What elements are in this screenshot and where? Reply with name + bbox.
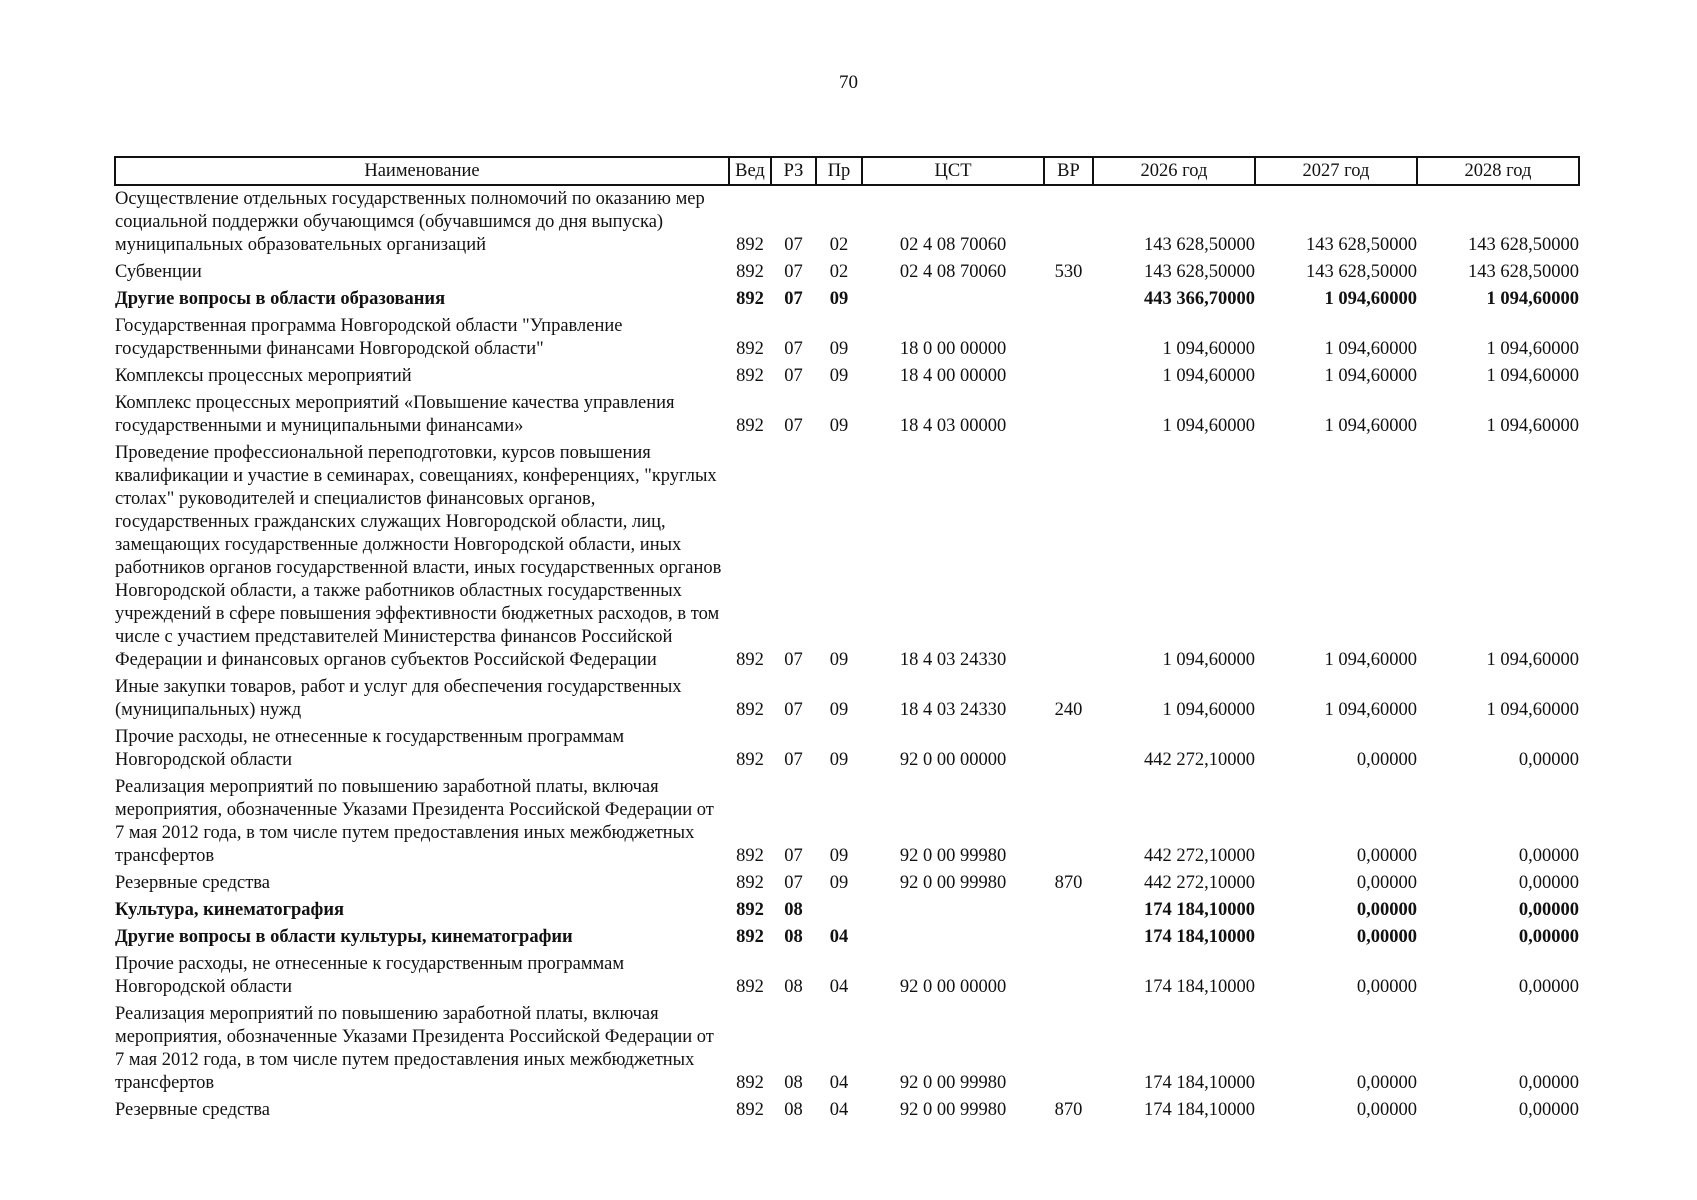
- cell-pr: 04: [829, 927, 849, 947]
- cell-cst: 02 4 08 70060: [899, 262, 1007, 282]
- cell-y2026: 1 094,60000: [1162, 339, 1255, 359]
- cell-name: Проведение профессиональной переподготовки, курсов повышения квалификации и участие в семинарах, совещаниях, конференциях, "круглых столах" руководителей и специалистов финансовых органов, государственных гражданских служащих Новгородской области, лиц, замещающих государственные должности Новгородской области, иных работников органов государственной власти, иных государственных органов Новгородской области, а также работников областных государственных учреждений в сфере повышения эффективности бюджетных расходов, в том числе с участием представителей Министерства финансов Российской Федерации и финансовых органов субъектов Российской Федерации: [115, 443, 722, 670]
- cell-cst: 18 4 03 00000: [899, 416, 1007, 436]
- table-row: [115, 257, 1579, 284]
- cell-y2026: 143 628,50000: [1144, 262, 1255, 282]
- cell-pr: 09: [829, 289, 849, 309]
- cell-vr: 870: [1054, 873, 1083, 893]
- cell-rz: 07: [784, 846, 803, 866]
- cell-rz: 08: [784, 900, 803, 920]
- cell-pr: 09: [829, 846, 849, 866]
- cell-y2028: 1 094,60000: [1486, 366, 1579, 386]
- cell-y2028: 0,00000: [1518, 846, 1579, 866]
- cell-y2028: 1 094,60000: [1486, 650, 1579, 670]
- cell-ved: 892: [736, 416, 764, 436]
- cell-y2027: 0,00000: [1356, 1073, 1417, 1093]
- cell-cst: 18 0 00 00000: [899, 339, 1007, 359]
- cell-ved: 892: [736, 977, 764, 997]
- cell-name: Другие вопросы в области образования: [115, 289, 446, 309]
- cell-vr: [1044, 438, 1093, 672]
- cell-y2028: 0,00000: [1518, 750, 1579, 770]
- table-row: [115, 388, 1579, 438]
- cell-cst: 92 0 00 99980: [899, 873, 1007, 893]
- cell-y2027: 0,00000: [1356, 873, 1417, 893]
- cell-name: Реализация мероприятий по повышению заработной платы, включая мероприятия, обозначенные Указами Президента Российской Федерации от 7 мая 2012 года, в том числе путем предоставления иных межбюджетных трансфертов: [115, 777, 714, 866]
- cell-y2028: 0,00000: [1518, 1100, 1579, 1120]
- cell-vr: [1044, 949, 1093, 999]
- cell-ved: 892: [736, 873, 764, 893]
- table-row: [115, 361, 1579, 388]
- cell-y2026: 174 184,10000: [1144, 927, 1255, 947]
- cell-vr: 870: [1054, 1100, 1083, 1120]
- cell-vr: [1044, 388, 1093, 438]
- cell-pr: 09: [829, 873, 849, 893]
- cell-rz: 07: [784, 416, 803, 436]
- cell-y2027: 0,00000: [1356, 977, 1417, 997]
- cell-rz: 07: [784, 873, 803, 893]
- cell-ved: 892: [736, 235, 764, 255]
- cell-ved: 892: [736, 650, 764, 670]
- cell-cst: 92 0 00 00000: [899, 750, 1007, 770]
- cell-vr: [1044, 895, 1093, 922]
- cell-rz: 08: [784, 1100, 803, 1120]
- cell-ved: 892: [736, 289, 764, 309]
- cell-cst: 92 0 00 99980: [899, 1100, 1007, 1120]
- table-row: [115, 772, 1579, 868]
- header-2028: 2028 год: [1417, 157, 1579, 185]
- table-row: [115, 672, 1579, 722]
- cell-ved: 892: [736, 339, 764, 359]
- header-name: Наименование: [115, 157, 729, 185]
- cell-ved: 892: [736, 1100, 764, 1120]
- cell-cst: 18 4 00 00000: [899, 366, 1007, 386]
- cell-pr: 02: [829, 235, 849, 255]
- cell-y2026: 174 184,10000: [1144, 900, 1255, 920]
- cell-pr: 04: [829, 977, 849, 997]
- cell-y2026: 442 272,10000: [1144, 873, 1255, 893]
- table-row: [115, 438, 1579, 672]
- cell-pr: 09: [829, 339, 849, 359]
- table-row: [115, 284, 1579, 311]
- cell-name: Резервные средства: [115, 1100, 270, 1120]
- cell-ved: 892: [736, 700, 764, 720]
- cell-y2026: 442 272,10000: [1144, 750, 1255, 770]
- cell-y2026: 174 184,10000: [1144, 1100, 1255, 1120]
- cell-pr: 09: [829, 416, 849, 436]
- cell-ved: 892: [736, 262, 764, 282]
- cell-cst: 92 0 00 99980: [899, 1073, 1007, 1093]
- cell-y2028: 0,00000: [1518, 1073, 1579, 1093]
- header-2027: 2027 год: [1255, 157, 1417, 185]
- header-cst: ЦСТ: [862, 157, 1044, 185]
- cell-y2026: 442 272,10000: [1144, 846, 1255, 866]
- cell-rz: 08: [784, 977, 803, 997]
- cell-name: Другие вопросы в области культуры, кинематографии: [115, 927, 573, 947]
- cell-y2027: 143 628,50000: [1306, 235, 1417, 255]
- cell-cst: 18 4 03 24330: [899, 700, 1007, 720]
- cell-cst: [862, 922, 1044, 949]
- cell-rz: 07: [784, 650, 803, 670]
- cell-y2027: 0,00000: [1356, 846, 1417, 866]
- cell-y2026: 1 094,60000: [1162, 700, 1255, 720]
- cell-pr: 09: [829, 650, 849, 670]
- cell-rz: 08: [784, 1073, 803, 1093]
- cell-name: Комплексы процессных мероприятий: [115, 366, 412, 386]
- table-body: [115, 185, 1579, 1122]
- table-row: [115, 185, 1579, 257]
- cell-name: Прочие расходы, не отнесенные к государственным программам Новгородской области: [115, 954, 625, 997]
- cell-cst: 02 4 08 70060: [899, 235, 1007, 255]
- cell-vr: [1044, 999, 1093, 1095]
- cell-y2026: 1 094,60000: [1162, 416, 1255, 436]
- header-vr: ВР: [1044, 157, 1093, 185]
- cell-rz: 08: [784, 927, 803, 947]
- cell-cst: [862, 284, 1044, 311]
- table-row: [115, 999, 1579, 1095]
- cell-rz: 07: [784, 289, 803, 309]
- cell-pr: [816, 895, 862, 922]
- header-2026: 2026 год: [1093, 157, 1255, 185]
- cell-name: Государственная программа Новгородской области "Управление государственными финансами Новгородской области": [115, 316, 623, 359]
- cell-y2027: 0,00000: [1356, 927, 1417, 947]
- cell-ved: 892: [736, 846, 764, 866]
- cell-pr: 04: [829, 1100, 849, 1120]
- cell-pr: 09: [829, 750, 849, 770]
- cell-rz: 07: [784, 262, 803, 282]
- cell-ved: 892: [736, 1073, 764, 1093]
- cell-ved: 892: [736, 366, 764, 386]
- cell-y2027: 1 094,60000: [1324, 416, 1417, 436]
- cell-ved: 892: [736, 750, 764, 770]
- cell-y2026: 143 628,50000: [1144, 235, 1255, 255]
- cell-y2026: 174 184,10000: [1144, 977, 1255, 997]
- cell-y2026: 1 094,60000: [1162, 650, 1255, 670]
- table-row: [115, 922, 1579, 949]
- cell-rz: 07: [784, 366, 803, 386]
- cell-vr: 530: [1054, 262, 1083, 282]
- cell-name: Осуществление отдельных государственных полномочий по оказанию мер социальной поддержки обучающимся (обучавшимся до дня выпуска) муниципальных образовательных организаций: [115, 189, 705, 255]
- cell-rz: 07: [784, 235, 803, 255]
- table-row: [115, 1095, 1579, 1122]
- cell-vr: [1044, 922, 1093, 949]
- table-row: [115, 868, 1579, 895]
- header-pr: Пр: [816, 157, 862, 185]
- cell-y2026: 174 184,10000: [1144, 1073, 1255, 1093]
- cell-vr: [1044, 185, 1093, 257]
- cell-y2026: 1 094,60000: [1162, 366, 1255, 386]
- cell-y2028: 0,00000: [1518, 927, 1579, 947]
- budget-table: [114, 156, 1580, 1122]
- table-header-row: [115, 157, 1579, 185]
- cell-y2028: 1 094,60000: [1486, 700, 1579, 720]
- cell-vr: [1044, 311, 1093, 361]
- cell-y2027: 1 094,60000: [1324, 650, 1417, 670]
- cell-y2026: 443 366,70000: [1144, 289, 1255, 309]
- cell-name: Иные закупки товаров, работ и услуг для обеспечения государственных (муниципальных) нужд: [115, 677, 682, 720]
- cell-y2028: 0,00000: [1518, 873, 1579, 893]
- cell-vr: [1044, 361, 1093, 388]
- cell-ved: 892: [736, 900, 764, 920]
- cell-pr: 02: [829, 262, 849, 282]
- cell-name: Комплекс процессных мероприятий «Повышение качества управления государственными и муниципальными финансами»: [115, 393, 675, 436]
- cell-cst: 92 0 00 99980: [899, 846, 1007, 866]
- cell-y2027: 1 094,60000: [1324, 700, 1417, 720]
- table-row: [115, 722, 1579, 772]
- cell-y2027: 0,00000: [1356, 900, 1417, 920]
- cell-y2027: 1 094,60000: [1324, 366, 1417, 386]
- cell-cst: [862, 895, 1044, 922]
- table-row: [115, 949, 1579, 999]
- cell-y2028: 0,00000: [1518, 900, 1579, 920]
- cell-y2027: 0,00000: [1356, 1100, 1417, 1120]
- cell-pr: 04: [829, 1073, 849, 1093]
- page-number: 70: [839, 72, 858, 93]
- cell-ved: 892: [736, 927, 764, 947]
- cell-y2027: 1 094,60000: [1324, 339, 1417, 359]
- cell-y2028: 1 094,60000: [1486, 339, 1579, 359]
- cell-rz: 07: [784, 339, 803, 359]
- cell-name: Субвенции: [115, 262, 202, 282]
- cell-cst: 18 4 03 24330: [899, 650, 1007, 670]
- table-row: [115, 311, 1579, 361]
- cell-vr: [1044, 284, 1093, 311]
- cell-pr: 09: [829, 366, 849, 386]
- cell-y2028: 0,00000: [1518, 977, 1579, 997]
- cell-y2028: 1 094,60000: [1486, 289, 1579, 309]
- cell-vr: 240: [1054, 700, 1083, 720]
- cell-y2027: 0,00000: [1356, 750, 1417, 770]
- cell-name: Резервные средства: [115, 873, 270, 893]
- cell-vr: [1044, 722, 1093, 772]
- cell-rz: 07: [784, 750, 803, 770]
- cell-name: Культура, кинематография: [115, 900, 345, 920]
- cell-name: Реализация мероприятий по повышению заработной платы, включая мероприятия, обозначенные Указами Президента Российской Федерации от 7 мая 2012 года, в том числе путем предоставления иных межбюджетных трансфертов: [115, 1004, 714, 1093]
- cell-y2028: 143 628,50000: [1468, 235, 1579, 255]
- cell-name: Прочие расходы, не отнесенные к государственным программам Новгородской области: [115, 727, 625, 770]
- cell-vr: [1044, 772, 1093, 868]
- table-row: [115, 895, 1579, 922]
- cell-y2028: 1 094,60000: [1486, 416, 1579, 436]
- cell-y2027: 143 628,50000: [1306, 262, 1417, 282]
- cell-pr: 09: [829, 700, 849, 720]
- header-ved: Вед: [729, 157, 771, 185]
- header-rz: РЗ: [771, 157, 816, 185]
- cell-cst: 92 0 00 00000: [899, 977, 1007, 997]
- cell-y2027: 1 094,60000: [1324, 289, 1417, 309]
- cell-rz: 07: [784, 700, 803, 720]
- cell-y2028: 143 628,50000: [1468, 262, 1579, 282]
